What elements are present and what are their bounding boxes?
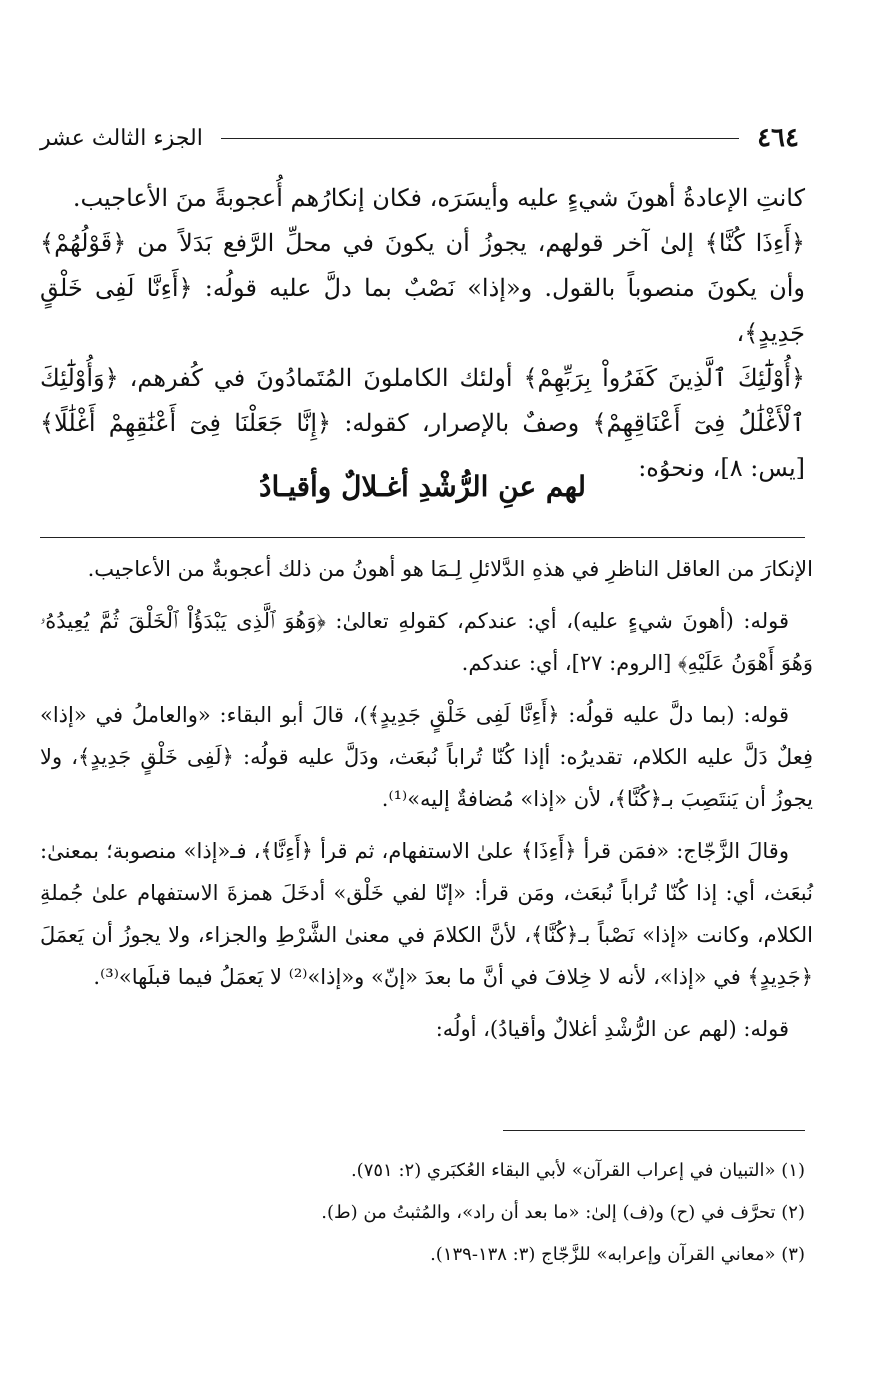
main-text (40, 176, 805, 491)
footnote-rule (503, 1130, 805, 1131)
footnote-3: (٣) «معاني القرآن وإعرابه» للزَّجّاج (٣: ١٣٨-١٣٩). (430, 1244, 805, 1265)
commentary-paragraph: قوله: (بما دلَّ عليه قولُه: ﴿أَءِنَّا لَفِى خَلْقٍ جَدِيدٍ﴾)، قالَ أبو البقاء: «والعاملُ في «إذا» فِعلٌ دَلَّ عليه الكلام، تقديرُه: أإذا كُنّا تُراباً نُبعَث، ودَلَّ عليه قولُه: ﴿لَفِى خَلْقٍ جَدِيدٍ﴾، ولا يجوزُ أن يَنتَصِبَ بـ﴿كُنَّا﴾، لأن «إذا» مُضافةٌ إليه»⁽¹⁾. (40, 703, 813, 811)
main-paragraph: كانتِ الإعادةُ أهونَ شيءٍ عليه وأيسَرَه، فكان إنكارُهم أُعجوبةً منَ الأعاجيب. (72, 184, 805, 212)
header-rule (221, 138, 739, 139)
commentary-paragraph: قوله: (لهم عن الرُّشْدِ أغلالٌ وأقيادُ)، أولُه: (435, 1017, 789, 1041)
commentary-paragraph: الإنكارَ من العاقل الناظرِ في هذهِ الدَّلائلِ لِـمَا هو أهونُ من ذلك أعجوبةٌ من الأعاجيب. (87, 557, 813, 581)
main-paragraph: ﴿أُوْلَٰٓئِكَ ٱلَّذِينَ كَفَرُواْ بِرَبِّهِمْ﴾ أولئك الكاملونَ المُتَمادُونَ في كُفرهم، ﴿وَأُوْلَٰٓئِكَ ٱلْأَغْلَٰلُ فِىٓ أَعْنَاقِهِمْ﴾ وصفٌ بالإصرار، كقوله: ﴿إِنَّا جَعَلْنَا فِىٓ أَعْنَٰقِهِمْ أَغْلَٰلًا﴾ [يس: ٨]، ونحوُه: (40, 364, 805, 482)
footnote-1: (١) «التبيان في إعراب القرآن» لأبي البقاء العُكبَري (٢: ٧٥١). (350, 1160, 805, 1181)
commentary (40, 548, 813, 1060)
commentary-paragraph: قوله: (أهونَ شيءٍ عليه)، أي: عندكم، كقولهِ تعالىٰ: ﴿وَهُوَ ٱلَّذِى يَبْدَؤُاْ ٱلْخَلْقَ ثُمَّ يُعِيدُهُۥ وَهُوَ أَهْوَنُ عَلَيْهِ﴾ [الروم: ٢٧]، أي: عندكم. (40, 609, 813, 675)
running-title: الجزء الثالث عشر (40, 125, 203, 151)
footnotes (40, 1150, 805, 1276)
footnote-2: (٢) تحرَّف في (ح) و(ف) إلىٰ: «ما بعد أن راد»، والمُثبتُ من (ط). (321, 1202, 805, 1223)
main-paragraph: ﴿أَءِذَا كُنَّا﴾ إلىٰ آخر قولهم، يجوزُ أن يكونَ في محلِّ الرَّفع بَدَلاً من ﴿قَوْلُهُمْ﴾ وأن يكونَ منصوباً بالقول. و«إذا» نَصْبٌ بما دلَّ عليه قولُه: ﴿أَءِنَّا لَفِى خَلْقٍ جَدِيدٍ﴾، (40, 229, 805, 347)
page-number: ٤٦٤ (757, 123, 799, 153)
verse-line: لهم عنِ الرُّشْدِ أغـلالٌ وأقيـادُ (258, 470, 587, 503)
page-header (40, 118, 799, 158)
section-divider (40, 537, 805, 538)
commentary-paragraph: وقالَ الزَّجّاج: «فمَن قرأ ﴿أَءِذَا﴾ علىٰ الاستفهام، ثم قرأ ﴿أَءِنَّا﴾، فـ«إذا» منصوبة؛ بمعنىٰ: نُبعَث، أي: إذا كُنّا تُراباً نُبعَث، ومَن قرأ: «إنّا لفي خَلْق» أدخَلَ همزةَ الاستفهام علىٰ جُملةِ الكلام، وكانت «إذا» نَصْباً بـ﴿كُنَّا﴾، لأنَّ الكلامَ في معنىٰ الشَّرْطِ والجزاء، ولا يجوزُ أن يَعمَلَ ﴿جَدِيدٍ﴾ في «إذا»، لأنه لا خِلافَ في أنَّ ما بعدَ «إنّ» و«إذا»⁽²⁾ لا يَعمَلُ فيما قبلَها»⁽³⁾. (40, 839, 813, 989)
